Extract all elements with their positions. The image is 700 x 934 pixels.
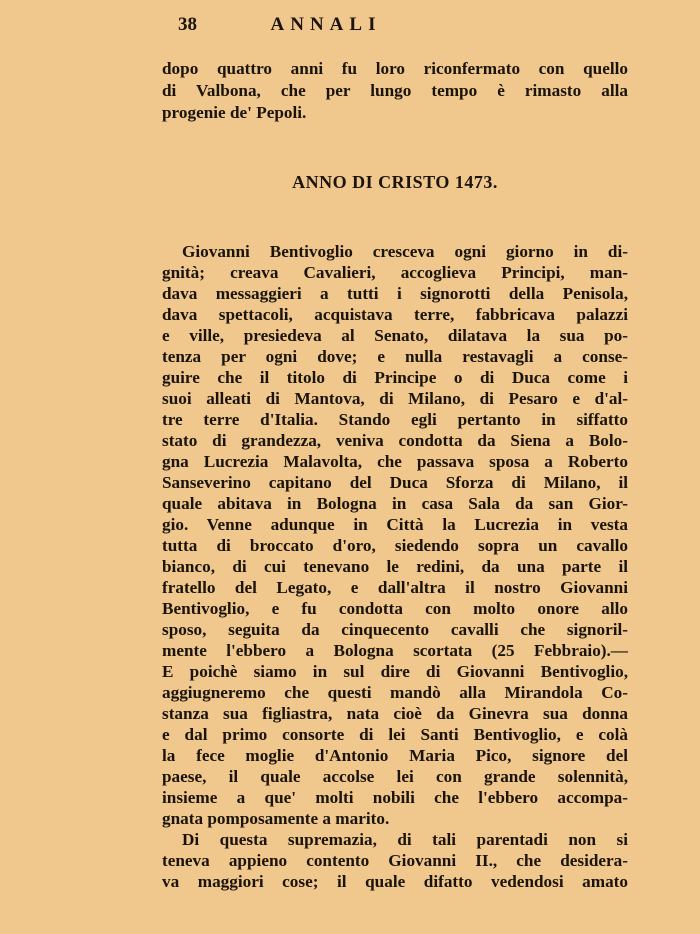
page-number: 38 xyxy=(178,14,197,35)
text-line: tenza per ogni dove; e nulla restavagli a conse- xyxy=(162,347,628,366)
text-line: teneva appieno contento Giovanni II., che desidera- xyxy=(162,851,628,870)
text-line: E poichè siamo in sul dire di Giovanni Bentivoglio, xyxy=(162,662,628,681)
text-line: gio. Venne adunque in Città la Lucrezia in vesta xyxy=(162,515,628,534)
text-line: tre terre d'Italia. Stando egli pertanto in siffatto xyxy=(162,410,628,429)
running-head: ANNALI xyxy=(270,14,382,35)
text-line: la fece moglie d'Antonio Maria Pico, signore del xyxy=(162,746,628,765)
text-line: Sanseverino capitano del Duca Sforza di Milano, il xyxy=(162,473,628,492)
text-line: fratello del Legato, e dall'altra il nostro Giovanni xyxy=(162,578,628,597)
text-line: paese, il quale accolse lei con grande solennità, xyxy=(162,767,628,786)
text-line: tutta di broccato d'oro, siedendo sopra un cavallo xyxy=(162,536,628,555)
text-line: stato di grandezza, veniva condotta da Siena a Bolo- xyxy=(162,431,628,450)
text-line: gna Lucrezia Malavolta, che passava sposa a Roberto xyxy=(162,452,628,471)
text-line: Giovanni Bentivoglio cresceva ogni giorno in di- xyxy=(182,242,628,261)
text-line: mente l'ebbero a Bologna scortata (25 Febbraio).— xyxy=(162,641,628,660)
text-line: Di questa supremazia, di tali parentadi non si xyxy=(182,830,628,849)
text-line: suoi alleati di Mantova, di Milano, di Pesaro e d'al- xyxy=(162,389,628,408)
text-line: va maggiori cose; il quale difatto vedendosi amato xyxy=(162,872,628,891)
text-line: sposo, seguita da cinquecento cavalli che signoril- xyxy=(162,620,628,639)
text-line: guire che il titolo di Principe o di Duca come i xyxy=(162,368,628,387)
page-header xyxy=(178,14,478,40)
text-line: bianco, di cui tenevano le redini, da una parte il xyxy=(162,557,628,576)
text-line: progenie de' Pepoli. xyxy=(162,103,307,122)
text-line: di Valbona, che per lungo tempo è rimasto alla xyxy=(162,81,628,100)
text-line: aggiugneremo che questi mandò alla Mirandola Co- xyxy=(162,683,628,702)
text-line: dopo quattro anni fu loro riconfermato con quello xyxy=(162,59,628,78)
text-line: quale abitava in Bologna in casa Sala da san Gior- xyxy=(162,494,628,513)
text-line: e dal primo consorte di lei Santi Bentivoglio, e colà xyxy=(162,725,628,744)
section-title: ANNO DI CRISTO 1473. xyxy=(292,172,498,192)
text-line: stanza sua figliastra, nata cioè da Ginevra sua donna xyxy=(162,704,628,723)
text-line: e ville, presiedeva al Senato, dilatava la sua po- xyxy=(162,326,628,345)
text-line: Bentivoglio, e fu condotta con molto onore allo xyxy=(162,599,628,618)
text-line: gnità; creava Cavalieri, accoglieva Principi, man- xyxy=(162,263,628,282)
text-line: dava messaggieri a tutti i signorotti della Penisola, xyxy=(162,284,628,303)
text-line: gnata pomposamente a marito. xyxy=(162,809,390,828)
text-line: insieme a que' molti nobili che l'ebbero accompa- xyxy=(162,788,628,807)
text-line: dava spettacoli, acquistava terre, fabbricava palazzi xyxy=(162,305,628,324)
